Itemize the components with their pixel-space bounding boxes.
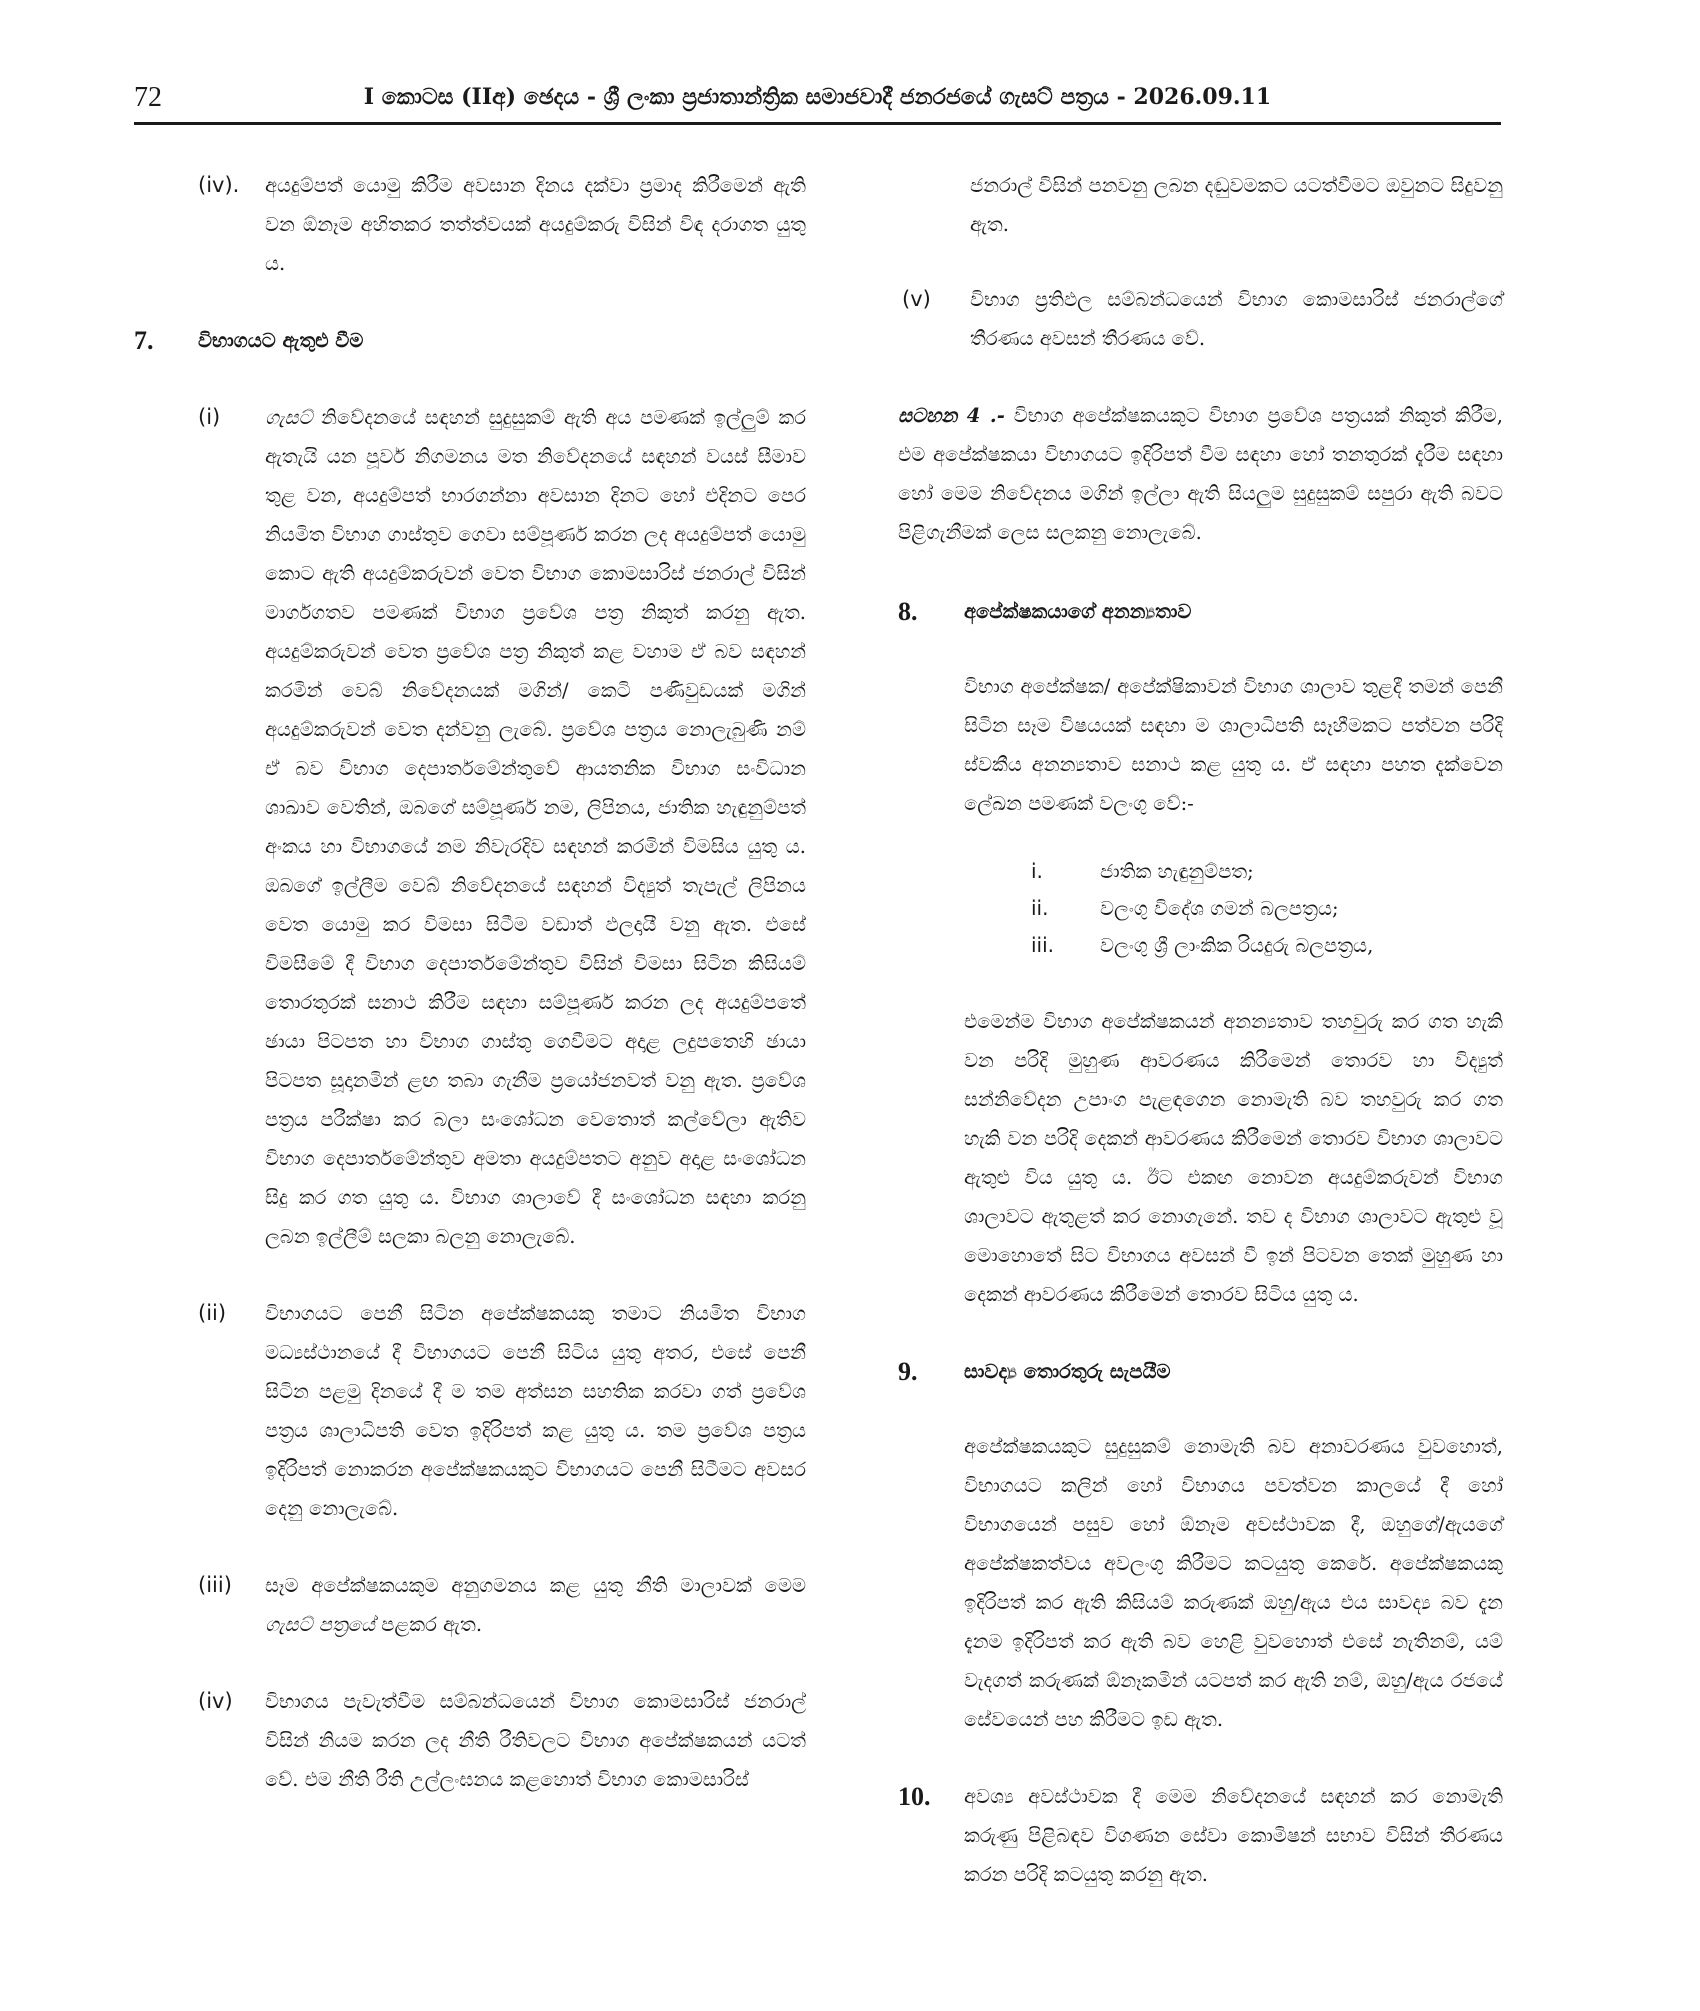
clause-7-iv [134,1682,806,1799]
clause-label: (iv) [198,1689,233,1713]
clause-label: (iii) [198,1573,232,1597]
page-number: 72 [134,82,162,113]
list-item-text: වලංගු ශ්‍රී ලාංකික රියදුරු බලපත්‍රය, [1100,934,1374,957]
clause-label: (i) [198,405,221,429]
section-title: සාවද්‍ය තොරතුරු සැපයීම [964,1360,1171,1383]
list-item [964,927,1503,964]
clause-body: නිවේදනයේ සඳහන් සුදුසුකම් ඇති අය පමණක් ඉල්ලුම් කර ඇතැයි යන පූර්ව නිගමනය මත නිවේදනයේ සඳහන් වයස් සීමාව තුළ වන, අයදුම්පත් භාරගන්නා අවසාන දිනට හෝ එදිනට පෙර නියමිත විභාග ගාස්තුව ගෙවා සම්පූර්ණ කරන ලද අයදුම්පත් යොමු කොට ඇති අයදුම්කරුවන් වෙත විභාග කොමසාරිස් ජනරාල් විසින් මාර්ගගතව පමණක් විභාග ප්‍රවේශ පත්‍ර නිකුත් කරනු ඇත. අයදුම්කරුවන් වෙත ප්‍රවේශ පත්‍ර නිකුත් කළ වහාම ඒ බව සඳහන් කරමින් වෙබ් නිවේදනයක් මගින්/ කෙටි පණිවුඩයක් මගින් අයදුම්කරුවන් වෙත දන්වනු ලැබේ. ප්‍රවේශ පත්‍රය නොලැබුණි නම් ඒ බව විභාග දෙපාර්තමේන්තුවේ ආයතනික විභාග සංවිධාන ශාඛාව වෙතින්, ඔබගේ සම්පූර්ණ නම, ලිපිනය, ජාතික හැඳුනුම්පත් අංකය හා විභාගයේ නම නිවැරදිව සඳහන් කරමින් විමසිය යුතු ය. ඔබගේ ඉල්ලීම වෙබ් නිවේදනයේ සඳහන් විද්‍යුත් තැපැල් ලිපිනය වෙත යොමු කර විමසා සිටීම වඩාත් ඵලදායී වනු ඇත. එසේ විමසීමේ දී විභාග දෙපාර්තමේන්තුව විසින් විමසා සිටින කිසියම් තොරතුරක් සනාථ කිරීම සඳහා සම්පූර්ණ කරන ලද අයදුම්පතේ ඡායා පිටපත හා විභාග ගාස්තු ගෙවීමට අදාළ ලදුපතෙහි ඡායා පිටපත සූදානමින් ළඟ තබා ගැනීම ප්‍රයෝජනවත් වනු ඇත. ප්‍රවේශ පත්‍රය පරීක්ෂා කර බලා සංශෝධන වෙතොත් කල්වේලා ඇතිව විභාග දෙපාර්තමේන්තුව අමතා අයදුම්පතට අනුව අදාළ සංශෝධන සිදු කර ගත යුතු ය. විභාග ශාලාවේ දී සංශෝධන සඳහා කරනු ලබන ඉල්ලීම් සලකා බලනු නොලැබේ. [265,406,806,1248]
clause-iv-continued [134,166,806,283]
clause-label: (ii) [198,1301,227,1325]
clause-label: (iv). [198,173,240,197]
clause-lead-italic: ගැසට් [265,406,313,429]
section-number: 10. [898,1782,931,1811]
clause-text: විභාගය පැවැත්වීම සම්බන්ධයෙන් විභාග කොමසාරිස් ජනරාල් විසින් නියම කරන ලද නීති රීතිවලට විභාග අපේක්ෂකයන් යටත් වේ. එම නීති රීති උල්ලංඝනය කළහොත් විභාග කොමසාරිස් [265,1690,806,1791]
section-9-heading [898,1352,1503,1391]
clause-text [265,398,806,1256]
section-7-heading [134,321,806,360]
clause-7-ii [134,1294,806,1528]
clause-body: සෑම අපේක්ෂකයකුම අනුගමනය කළ යුතු නීති මාලාවක් මෙම [265,1574,806,1597]
clause-tail: පළකර ඇත. [374,1613,483,1636]
list-item-label: ii. [1031,896,1049,920]
page-header [134,80,1501,124]
section-8-paragraph-2: එමෙන්ම විභාග අපේක්ෂකයන් අනන්‍යතාව තහවුරු කර ගත හැකි වන පරිදි මුහුණ ආවරණය කිරීමෙන් තොරව හා විද්‍යුත් සන්නිවේදන උපාංග පැළඳගෙන නොමැති බව තහවුරු කර ගත හැකි වන පරිදි දෙකන් ආවරණය කිරීමෙන් තොරව විභාග ශාලාවට ඇතුළු විය යුතු ය. ඊට එකඟ නොවන අයදුම්කරුවන් විභාග ශාලාවට ඇතුළත් කර නොගැනේ. තව ද විභාග ශාලාවට ඇතුළු වූ මොහොතේ සිට විභාගය අවසන් වී ඉන් පිටවන තෙක් මුහුණ හා දෙකන් ආවරණය කිරීමෙන් තොරව සිටිය යුතු ය. [964,1010,1503,1306]
section-title: අපේක්ෂකයාගේ අනන්‍යතාව [964,600,1192,623]
clause-italic-ref: ගැසට් පත්‍රයේ [265,1613,375,1636]
list-item-label: iii. [1031,933,1055,957]
section-10 [898,1777,1503,1894]
gazette-title: I කොටස (IIඅ) ඡෙදය - ශ්‍රී ලංකා ප්‍රජාතාන්ත්‍රික සමාජවාදී ජනරජයේ ගැසට් පත්‍රය - 2026.09.11 [363,84,1272,110]
section-8-paragraph-1: විභාග අපේක්ෂක/ අපේක්ෂිකාවන් විභාග ශාලාව තුළදී තමන් පෙනී සිටින සෑම විෂයයක් සඳහා ම ශාලාධිපති සෑහීමකට පත්වන පරිදි ස්වකීය අනන්‍යතාව සනාථ කළ යුතු ය. ඒ සඳහා පහත දැක්වෙන ලේඛන පමණක් වලංගු වේ:- [964,675,1503,815]
clause-text: විභාග ප්‍රතිඵල සම්බන්ධයෙන් විභාග කොමසාරිස් ජනරාල්ගේ තීරණය අවසන් තීරණය වේ. [970,288,1503,350]
section-9-paragraph: අපේක්ෂකයකුට සුදුසුකම් නොමැති බව අනාවරණය වුවහොත්, විභාගයට කලින් හෝ විභාගය පවත්වන කාලයේ දී හෝ විභාගයෙන් පසුව හෝ ඕනෑම අවස්ථාවක දී, ඔහුගේ/ඇයගේ අපේක්ෂකත්වය අවලංගු කිරීමට කටයුතු කෙරේ. අපේක්ෂකයකු ඉදිරිපත් කර ඇති කිසියම් කරුණක් ඔහු/ඇය එය සාවද්‍ය බව දැන දැනම ඉදිරිපත් කර ඇති බව හෙළි වුවහොත් එසේ නැතිනම්, යම් වැදගත් කරුණක් ඕනෑකමින් යටපත් කර ඇති නම්, ඔහු/ඇය රජයේ සේවයෙන් පහ කිරීමට ඉඩ ඇත. [964,1435,1503,1731]
list-item [964,853,1503,890]
note-text: විභාග අපේක්ෂකයකුට විභාග ප්‍රවේශ පත්‍රයක් නිකුත් කිරීම, එම අපේක්ෂකයා විභාගයට ඉදිරිපත් වීම සඳහා හෝ තනතුරක් දැරීම සඳහා හෝ මෙම නිවේදනය මගින් ඉල්ලා ඇති සියලුම සුදුසුකම් සපුරා ඇති බවට පිළිගැනීමක් ලෙස සලකනු නොලැබේ. [898,404,1504,544]
clause-text [265,1566,806,1644]
header-rule [134,122,1501,125]
section-10-text: අවශ්‍ය අවස්ථාවක දී මෙම නිවේදනයේ සඳහන් කර නොමැති කරුණු පිළිබඳව විගණන සේවා කොමිෂන් සභාව විසින් තීරණය කරන පරිදි කටයුතු කරනු ඇත. [964,1785,1503,1886]
clause-iv-continuation: ජනරාල් විසින් පනවනු ලබන දඬුවමකට යටත්වීමට ඔවුනට සිදුවනු ඇත. [970,174,1503,236]
section-title: විභාගයට ඇතුළු වීම [198,329,364,352]
list-item-text: ජාතික හැඳුනුම්පත; [1100,860,1254,883]
note-4 [898,396,1503,552]
note-label: සටහන 4 .- [898,404,1005,427]
section-number: 9. [898,1357,918,1386]
clause-text: අයදුම්පත් යොමු කිරීම අවසාන දිනය දක්වා ප්‍රමාද කිරීමෙන් ඇති වන ඕනෑම අහිතකර තත්ත්වයක් අයදුම්කරු විසින් විඳ දරාගත යුතු ය. [265,174,806,275]
left-column [134,166,806,1799]
clause-7-iii [134,1566,806,1644]
right-column [898,166,1503,1894]
section-number: 8. [898,597,918,626]
list-item-label: i. [1031,859,1043,883]
clause-text: විභාගයට පෙනී සිටින අපේක්ෂකයකු තමාට නියමිත විභාග මධ්‍යස්ථානයේ දී විභාගයට පෙනී සිටිය යුතු අතර, එසේ පෙනී සිටින පළමු දිනයේ දී ම තම අත්සන සහතික කරවා ගත් ප්‍රවේශ පත්‍රය ශාලාධිපති වෙත ඉදිරිපත් කළ යුතු ය. තම ප්‍රවේශ පත්‍රය ඉදිරිපත් නොකරන අපේක්ෂකයකුට විභාගයට පෙනී සිටීමට අවසර දෙනු නොලැබේ. [265,1302,806,1520]
list-item [964,890,1503,927]
section-8-heading [898,592,1503,631]
list-item-text: වලංගු විදේශ ගමන් බලපත්‍රය; [1100,897,1339,920]
clause-v [898,280,1503,358]
id-document-list [898,853,1503,964]
clause-label: (v) [902,287,931,311]
clause-7-i [134,398,806,1256]
section-number: 7. [134,326,154,355]
